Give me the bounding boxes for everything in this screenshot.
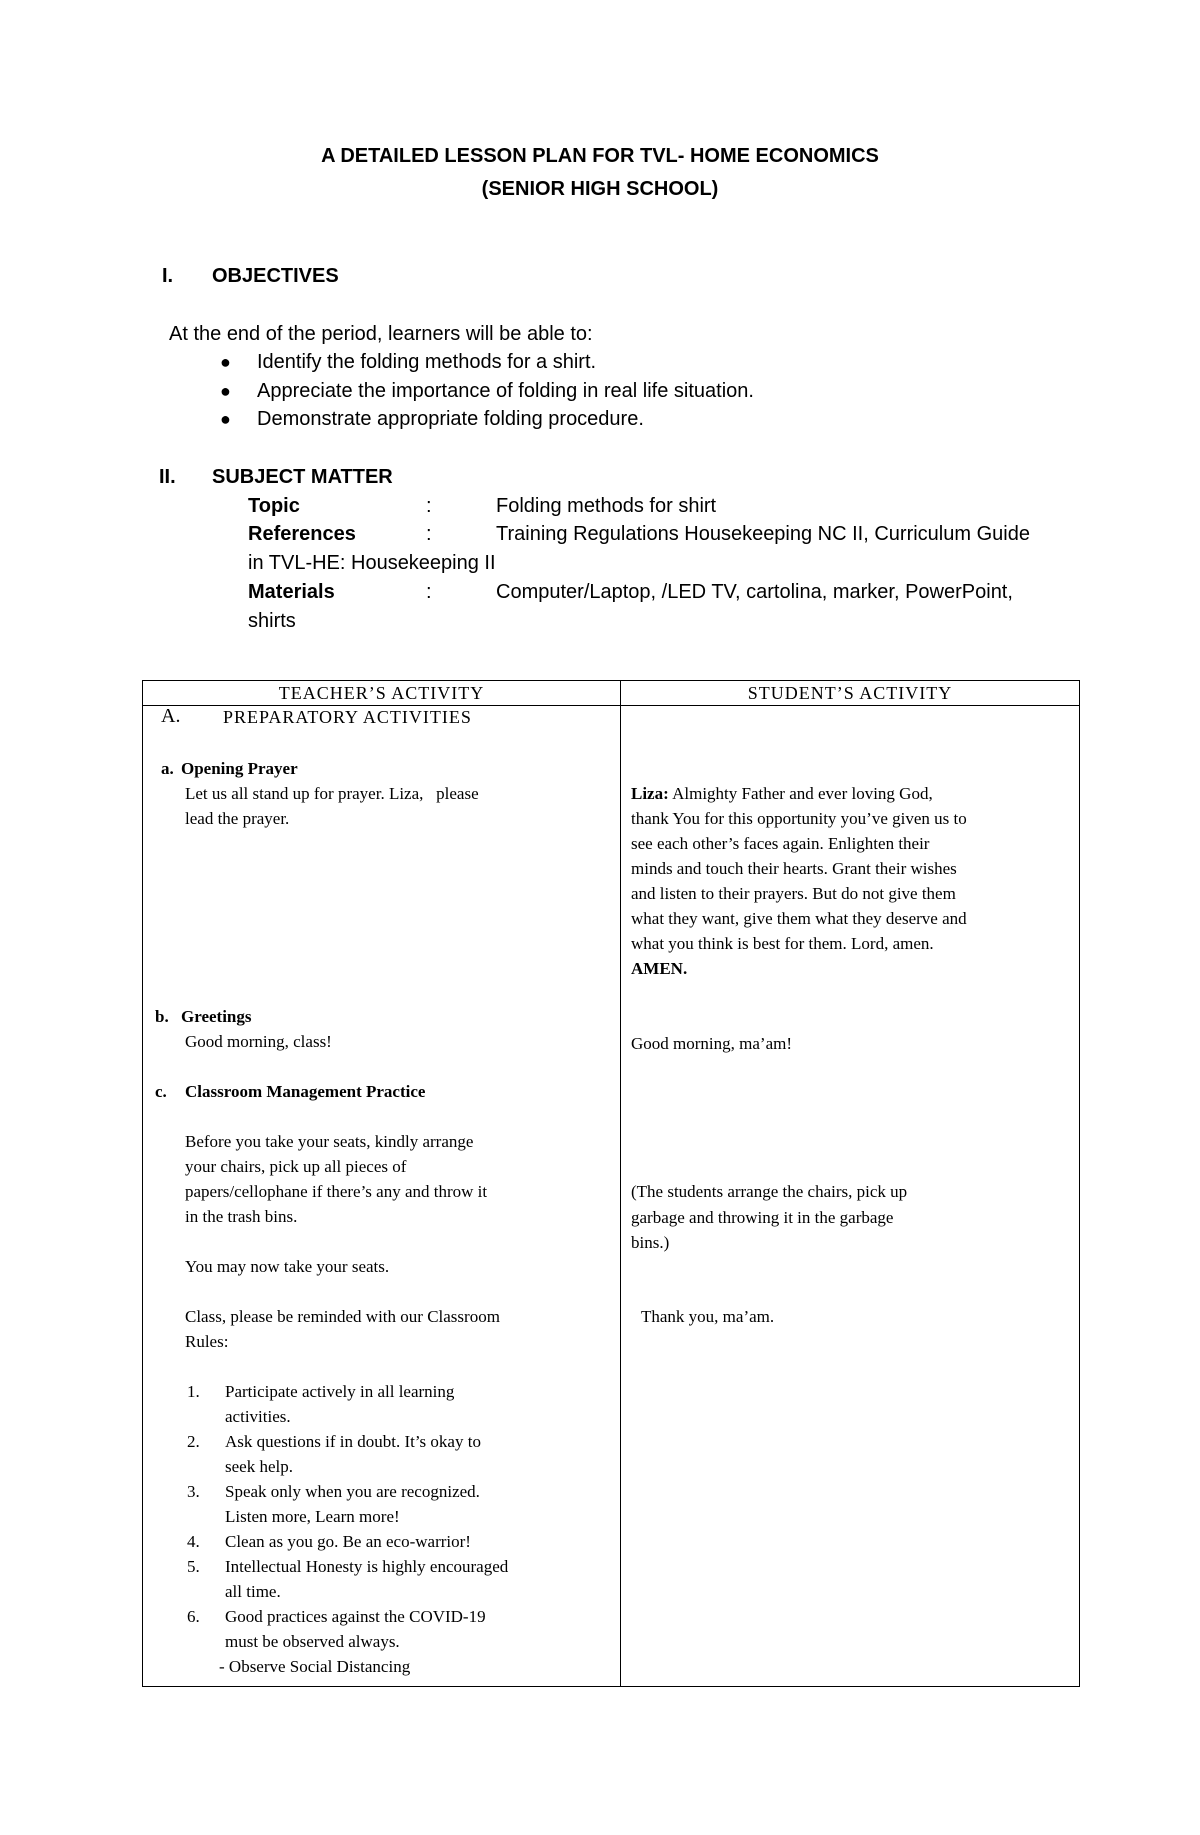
classroom-teacher-line: papers/cellophane if there’s any and throw it xyxy=(185,1182,488,1201)
materials-value-cont: shirts xyxy=(248,610,296,632)
rule-text: Intellectual Honesty is highly encouraged xyxy=(225,1557,509,1576)
classroom-teacher-line: your chairs, pick up all pieces of xyxy=(185,1157,407,1176)
table-body-row xyxy=(143,706,1080,1687)
greetings-title: Greetings xyxy=(181,1007,252,1026)
reminder-line: Rules: xyxy=(185,1332,229,1351)
rule-text: Participate actively in all learning xyxy=(225,1382,455,1401)
student-activity-cell xyxy=(621,706,1080,1687)
subject-matter-heading: SUBJECT MATTER xyxy=(212,466,393,488)
activity-table xyxy=(142,680,1080,1687)
references-value-cont: in TVL-HE: Housekeeping II xyxy=(248,552,496,574)
student-name-liza: Liza: xyxy=(631,784,669,803)
reminder-line: Class, please be reminded with our Classroom xyxy=(185,1307,500,1326)
classroom-student-line: (The students arrange the chairs, pick up xyxy=(631,1182,908,1201)
rule-text: Ask questions if in doubt. It’s okay to xyxy=(225,1432,481,1451)
objective-item: Identify the folding methods for a shirt. xyxy=(257,351,597,373)
sub-rule: - Observe Social Distancing xyxy=(219,1657,411,1676)
prayer-line: and listen to their prayers. But do not give them xyxy=(631,884,956,903)
table-header-row xyxy=(143,681,1080,706)
classroom-teacher-line: in the trash bins. xyxy=(185,1207,298,1226)
rule-text: Good practices against the COVID-19 xyxy=(225,1607,486,1626)
document-title: A DETAILED LESSON PLAN FOR TVL- HOME ECONOMICS xyxy=(321,145,879,167)
materials-label: Materials xyxy=(248,581,335,603)
objectives-number: I. xyxy=(162,265,174,287)
subject-matter-number: II. xyxy=(159,466,176,488)
take-seats-text: You may now take your seats. xyxy=(185,1257,390,1276)
section-letter: A. xyxy=(161,705,181,727)
rule-number: 4. xyxy=(187,1532,200,1551)
opening-prayer-teacher-line: Let us all stand up for prayer. Liza, please xyxy=(185,784,479,803)
opening-prayer-teacher-line: lead the prayer. xyxy=(185,809,290,828)
greetings-student: Good morning, ma’am! xyxy=(631,1034,792,1053)
prayer-line: thank You for this opportunity you’ve given us to xyxy=(631,809,967,828)
prayer-first-line xyxy=(631,781,1063,806)
rule-text: must be observed always. xyxy=(225,1632,400,1651)
greetings-label: b. xyxy=(155,1007,169,1026)
rule-text: seek help. xyxy=(225,1457,293,1476)
objectives-heading: OBJECTIVES xyxy=(212,265,339,287)
student-activity-header: STUDENT’S ACTIVITY xyxy=(621,681,1080,706)
references-colon: : xyxy=(426,523,432,545)
prayer-line: see each other’s faces again. Enlighten their xyxy=(631,834,930,853)
teacher-activity-header: TEACHER’S ACTIVITY xyxy=(143,681,621,706)
student-thanks: Thank you, ma’am. xyxy=(641,1307,775,1326)
prayer-line: what they want, give them what they deserve and xyxy=(631,909,967,928)
classroom-student-line: garbage and throwing it in the garbage xyxy=(631,1208,894,1227)
objective-item: Demonstrate appropriate folding procedure. xyxy=(257,408,644,430)
objective-item: Appreciate the importance of folding in real life situation. xyxy=(257,380,754,402)
bullet-icon: ● xyxy=(220,352,231,372)
prayer-amen: AMEN. xyxy=(631,959,688,978)
rule-text: Listen more, Learn more! xyxy=(225,1507,400,1526)
rule-text: activities. xyxy=(225,1407,291,1426)
topic-value: Folding methods for shirt xyxy=(496,495,717,517)
section-title: PREPARATORY ACTIVITIES xyxy=(223,707,472,727)
classroom-student-line: bins.) xyxy=(631,1233,670,1252)
rule-text: all time. xyxy=(225,1582,281,1601)
prayer-line: minds and touch their hearts. Grant their wishes xyxy=(631,859,957,878)
materials-colon: : xyxy=(426,581,432,603)
topic-colon: : xyxy=(426,495,432,517)
bullet-icon: ● xyxy=(220,381,231,401)
rule-text: Clean as you go. Be an eco-warrior! xyxy=(225,1532,471,1551)
objectives-intro: At the end of the period, learners will be able to: xyxy=(169,323,593,345)
rule-number: 1. xyxy=(187,1382,200,1401)
topic-label: Topic xyxy=(248,495,300,517)
prayer-first-text: Almighty Father and ever loving God, xyxy=(672,784,933,803)
references-label: References xyxy=(248,523,356,545)
bullet-icon: ● xyxy=(220,409,231,429)
greetings-teacher: Good morning, class! xyxy=(185,1032,332,1051)
classroom-title: Classroom Management Practice xyxy=(185,1082,426,1101)
materials-value: Computer/Laptop, /LED TV, cartolina, marker, PowerPoint, xyxy=(496,581,1013,603)
rule-number: 2. xyxy=(187,1432,200,1451)
rule-number: 6. xyxy=(187,1607,200,1626)
document-subtitle: (SENIOR HIGH SCHOOL) xyxy=(481,178,719,200)
rule-text: Speak only when you are recognized. xyxy=(225,1482,480,1501)
opening-prayer-title: Opening Prayer xyxy=(181,759,298,778)
rule-number: 3. xyxy=(187,1482,200,1501)
classroom-teacher-line: Before you take your seats, kindly arrange xyxy=(185,1132,474,1151)
references-value: Training Regulations Housekeeping NC II, Curriculum Guide xyxy=(496,523,1030,545)
teacher-activity-cell xyxy=(143,706,621,1687)
prayer-line: what you think is best for them. Lord, amen. xyxy=(631,934,934,953)
rule-number: 5. xyxy=(187,1557,200,1576)
classroom-label: c. xyxy=(155,1082,167,1101)
opening-prayer-label: a. xyxy=(161,759,174,778)
